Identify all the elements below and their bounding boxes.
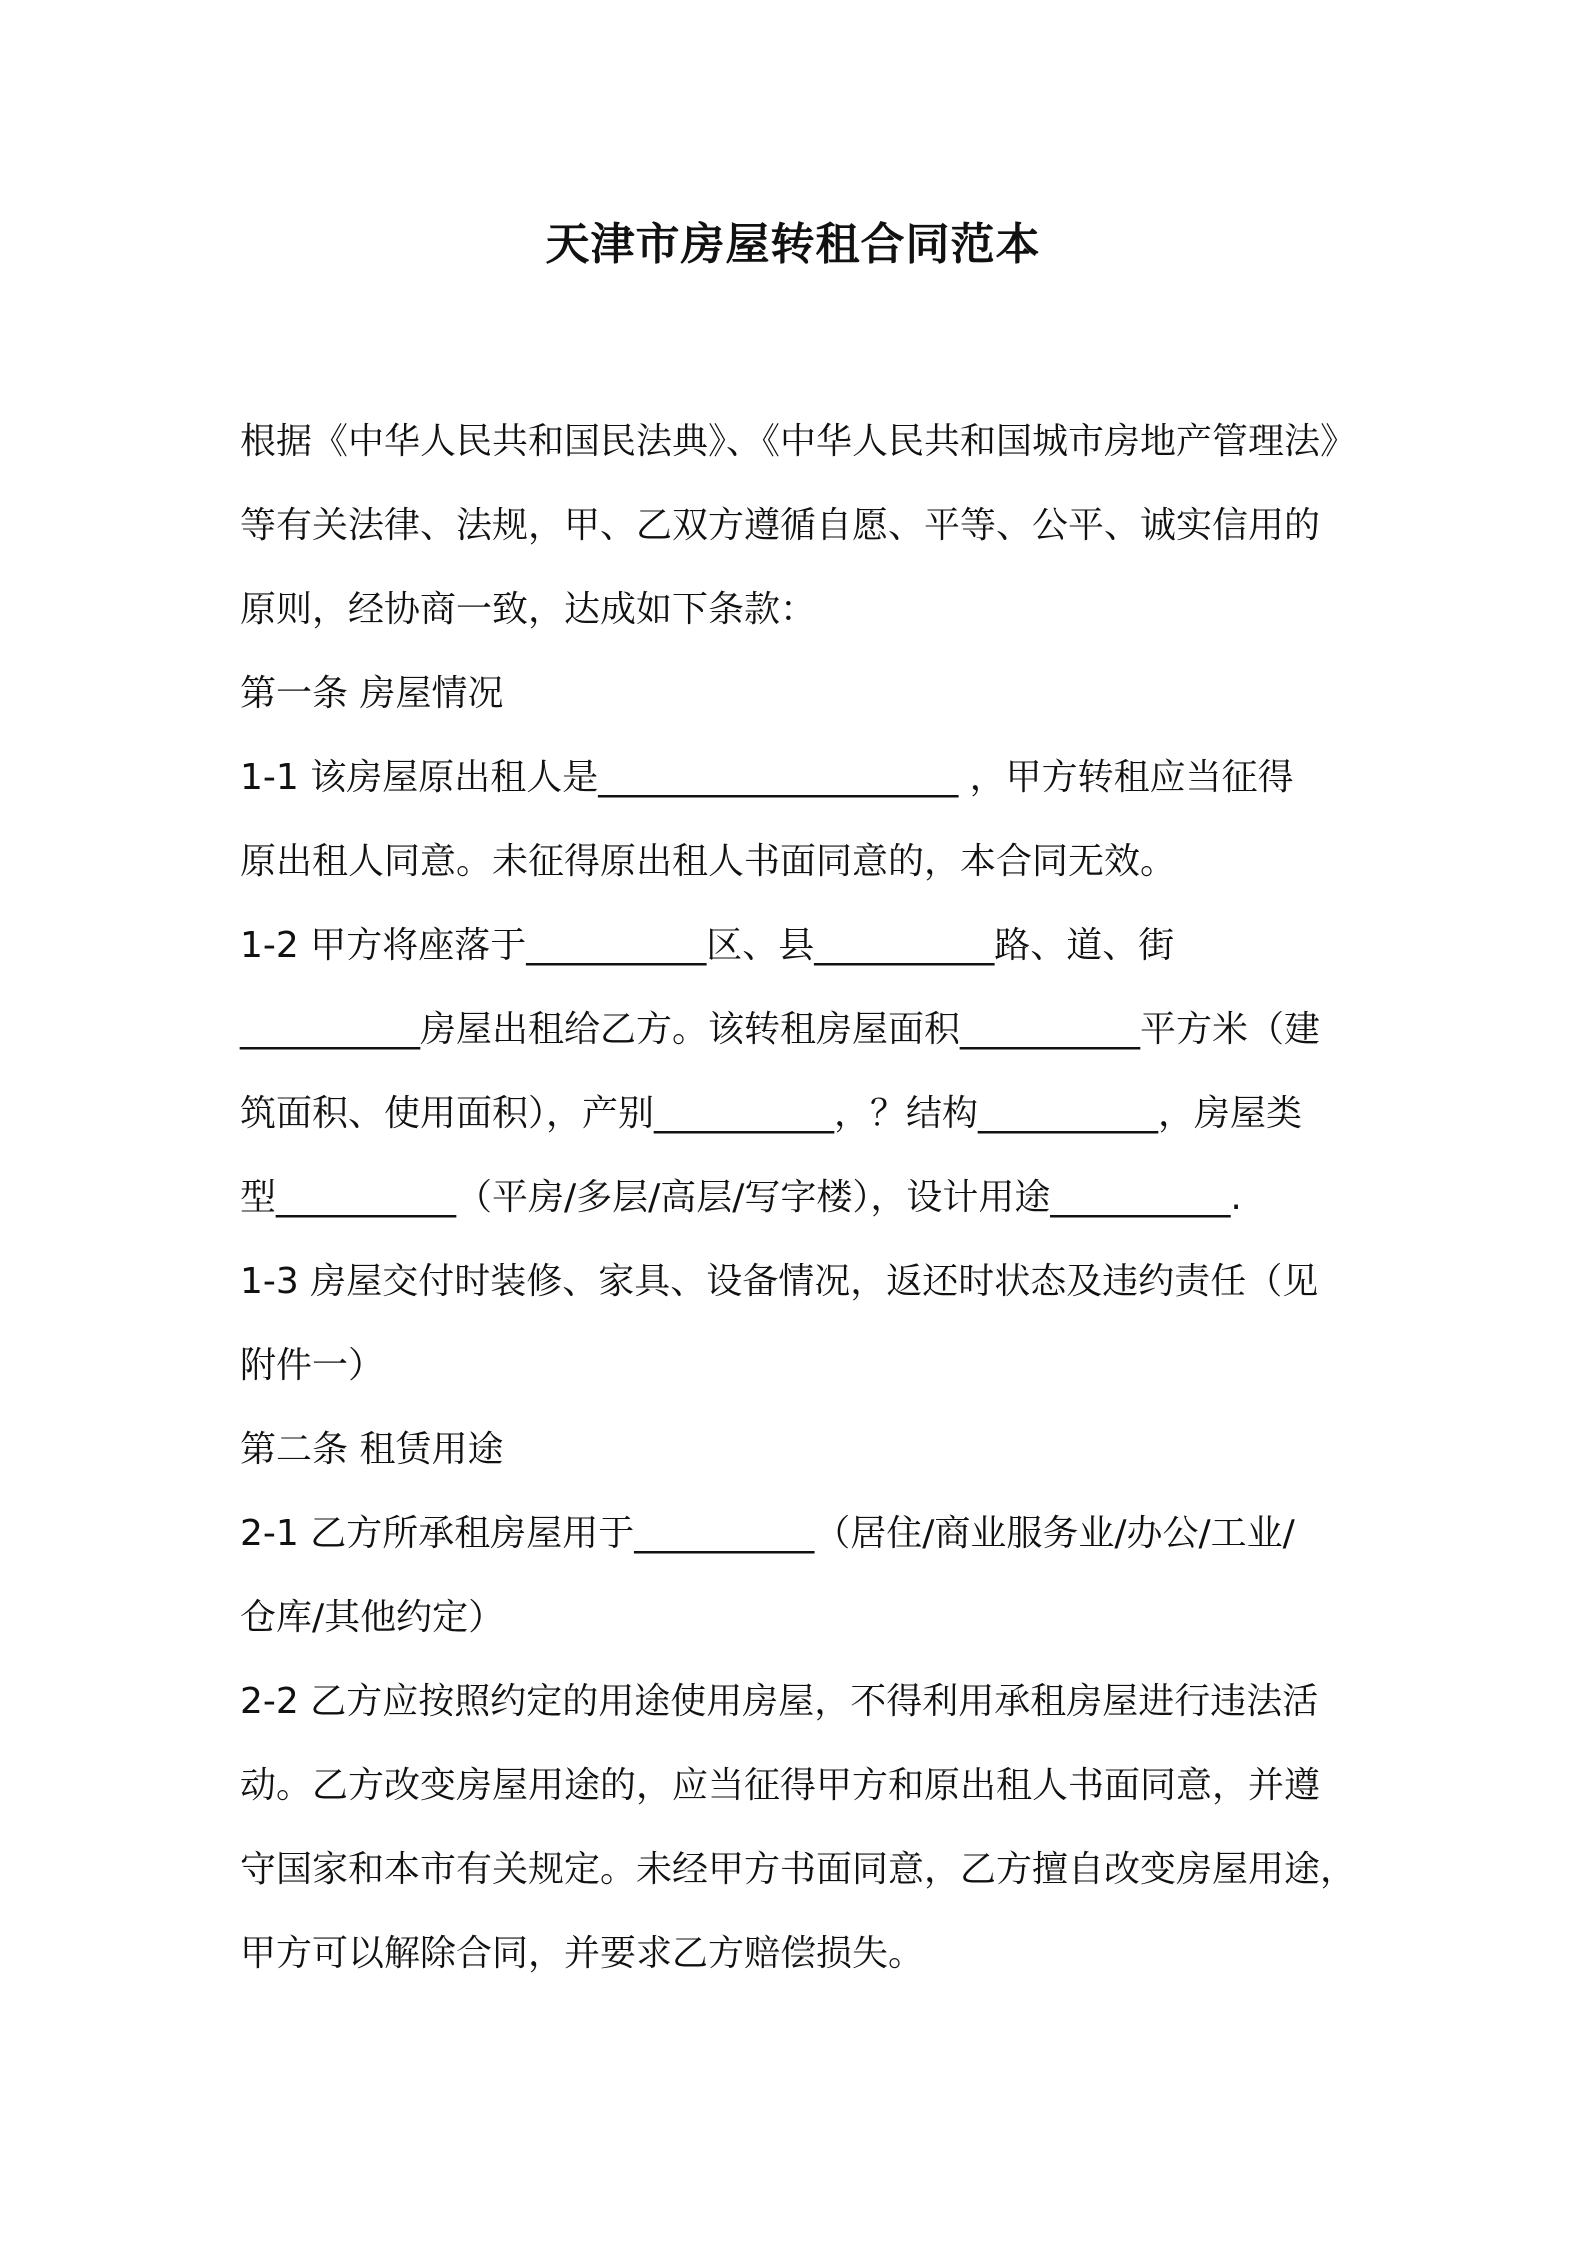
body-line: 型__________（平房/多层/高层/写字楼），设计用途__________. bbox=[240, 1177, 1242, 1218]
body-line: 守国家和本市有关规定。未经甲方书面同意，乙方擅自改变房屋用途， bbox=[240, 1849, 1357, 1890]
body-line: 1-2 甲方将座落于__________区、县__________路、道、街 bbox=[240, 925, 1175, 966]
body-line: 动。乙方改变房屋用途的，应当征得甲方和原出租人书面同意，并遵 bbox=[240, 1765, 1321, 1806]
body-line: 筑面积、使用面积），产别__________，？结构__________，房屋类 bbox=[240, 1093, 1303, 1134]
body-line: 附件一） bbox=[240, 1345, 385, 1386]
body-line: 原出租人同意。未征得原出租人书面同意的，本合同无效。 bbox=[240, 841, 1177, 882]
body-line: 2-2 乙方应按照约定的用途使用房屋，不得利用承租房屋进行违法活 bbox=[240, 1681, 1319, 1722]
section-heading: 第一条 房屋情况 bbox=[240, 673, 504, 714]
body-line: 仓库/其他约定） bbox=[240, 1597, 505, 1638]
body-line: 等有关法律、法规，甲、乙双方遵循自愿、平等、公平、诚实信用的 bbox=[240, 505, 1321, 546]
body-line: 2-1 乙方所承租房屋用于__________（居住/商业服务业/办公/工业/ bbox=[240, 1513, 1295, 1554]
document-title: 天津市房屋转租合同范本 bbox=[545, 219, 1041, 270]
body-line: 1-3 房屋交付时装修、家具、设备情况，返还时状态及违约责任（见 bbox=[240, 1261, 1319, 1302]
document-body bbox=[240, 400, 1357, 1996]
section-heading: 第二条 租赁用途 bbox=[240, 1429, 504, 1470]
body-line: __________房屋出租给乙方。该转租房屋面积__________平方米（建 bbox=[240, 1009, 1321, 1050]
body-line: 根据《中华人民共和国民法典》、《中华人民共和国城市房地产管理法》 bbox=[240, 421, 1357, 462]
body-line: 1-1 该房屋原出租人是____________________ ，甲方转租应当征得 bbox=[240, 757, 1294, 798]
body-line: 甲方可以解除合同，并要求乙方赔偿损失。 bbox=[240, 1933, 925, 1974]
body-line: 原则，经协商一致，达成如下条款： bbox=[240, 589, 817, 630]
